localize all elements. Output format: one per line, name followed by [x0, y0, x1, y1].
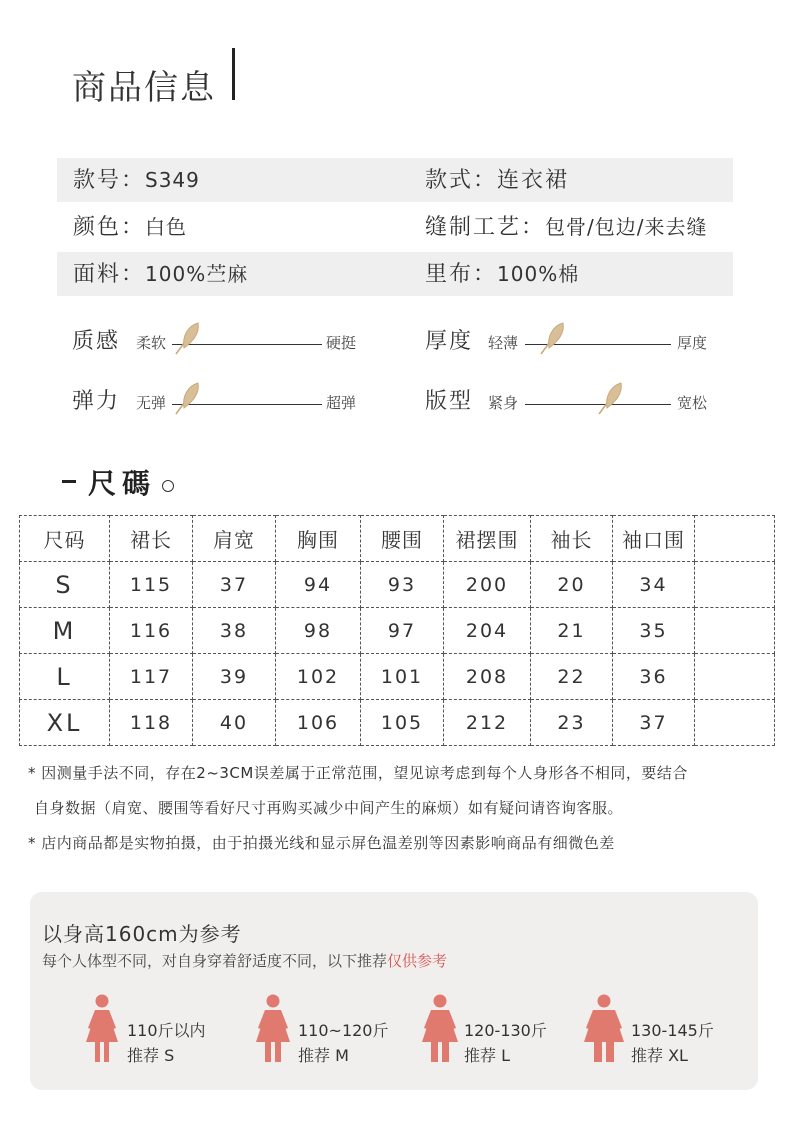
scale-fit	[425, 384, 735, 424]
weight-range: 110斤以内	[127, 1021, 206, 1040]
value-cell: 22	[531, 654, 613, 700]
weight-range: 120-130斤	[464, 1021, 547, 1040]
size-title: 尺碼	[88, 467, 157, 500]
note-color: * 店内商品都是实物拍摄，由于拍摄光线和显示屏色温差别等因素影响商品有细微色差	[28, 834, 615, 852]
value-cell	[695, 562, 775, 608]
table-row	[20, 700, 775, 746]
title-bar-divider	[232, 48, 235, 100]
note-measurement-cont: 自身数据（肩宽、腰围等看好尺寸再购买减少中间产生的麻烦）如有疑问请咨询客服。	[34, 799, 624, 817]
value-cell: 38	[193, 608, 276, 654]
header-cell: 裙摆围	[444, 516, 531, 562]
recommended-size: 推荐 M	[298, 1046, 349, 1065]
scale-right-label: 超弹	[326, 394, 357, 412]
size-table-header	[20, 516, 775, 562]
size-title-dash	[62, 480, 76, 483]
scale-left-label: 紧身	[488, 394, 519, 412]
reference-subtitle	[42, 950, 447, 971]
recommended-size: 推荐 L	[464, 1046, 511, 1065]
recommended-size: 推荐 S	[127, 1046, 175, 1065]
wheat-leaf-icon	[172, 320, 204, 356]
info-label: 款号：	[73, 168, 146, 193]
value-cell: 212	[444, 700, 531, 746]
value-cell	[695, 608, 775, 654]
scale-texture	[72, 324, 372, 364]
info-row-fabric	[57, 252, 733, 296]
scale-right-label: 宽松	[677, 394, 708, 412]
scale-left-label: 无弹	[136, 394, 167, 412]
recommended-size: 推荐 XL	[631, 1046, 688, 1065]
value-cell: 101	[361, 654, 444, 700]
value-cell: 200	[444, 562, 531, 608]
value-cell: 94	[276, 562, 361, 608]
value-cell: 106	[276, 700, 361, 746]
value-cell: 102	[276, 654, 361, 700]
info-value: S349	[145, 168, 200, 192]
info-label: 颜色：	[73, 215, 146, 240]
value-cell: 97	[361, 608, 444, 654]
scale-name: 质感	[72, 329, 121, 354]
woman-figure-icon	[582, 994, 626, 1064]
woman-figure-icon	[254, 994, 292, 1064]
woman-figure-icon	[420, 994, 460, 1064]
reference-highlight: 仅供参考	[387, 952, 448, 970]
header-cell: 肩宽	[193, 516, 276, 562]
info-label: 缝制工艺：	[425, 215, 546, 240]
reference-subtitle-text: 每个人体型不同，对自身穿着舒适度不同，以下推荐	[42, 952, 388, 970]
recommendation-large	[464, 1018, 547, 1068]
recommendation-small	[127, 1018, 206, 1068]
size-cell: S	[20, 562, 110, 608]
value-cell	[695, 654, 775, 700]
scale-elasticity	[72, 384, 372, 424]
scale-thickness	[425, 324, 735, 364]
note-measurement: * 因测量手法不同，存在2~3CM误差属于正常范围，望见谅考虑到每个人身形各不相同，要结合	[28, 764, 688, 782]
value-cell: 117	[110, 654, 193, 700]
value-cell: 208	[444, 654, 531, 700]
value-cell: 34	[613, 562, 695, 608]
info-label: 款式：	[425, 168, 498, 193]
value-cell: 21	[531, 608, 613, 654]
value-cell: 39	[193, 654, 276, 700]
value-cell: 204	[444, 608, 531, 654]
value-cell: 118	[110, 700, 193, 746]
value-cell: 116	[110, 608, 193, 654]
info-value: 100%苎麻	[145, 262, 249, 286]
size-cell: M	[20, 608, 110, 654]
table-row	[20, 562, 775, 608]
table-row	[20, 608, 775, 654]
size-title-dot	[162, 480, 174, 492]
scale-left-label: 轻薄	[488, 334, 519, 352]
info-value: 100%棉	[497, 262, 580, 286]
value-cell: 23	[531, 700, 613, 746]
woman-figure-icon	[84, 994, 120, 1064]
info-label: 里布：	[425, 262, 498, 287]
value-cell: 37	[193, 562, 276, 608]
value-cell: 115	[110, 562, 193, 608]
header-cell: 裙长	[110, 516, 193, 562]
reference-title: 以身高160cm为参考	[42, 922, 242, 946]
header-cell: 胸围	[276, 516, 361, 562]
value-cell: 98	[276, 608, 361, 654]
recommendation-xlarge	[631, 1018, 714, 1068]
scale-right-label: 硬挺	[326, 334, 357, 352]
header-cell	[695, 516, 775, 562]
wheat-leaf-icon	[595, 380, 627, 416]
wheat-leaf-icon	[537, 320, 569, 356]
wheat-leaf-icon	[172, 380, 204, 416]
scale-right-label: 厚度	[677, 334, 708, 352]
header-cell: 袖长	[531, 516, 613, 562]
scale-name: 版型	[425, 389, 474, 414]
header-cell: 腰围	[361, 516, 444, 562]
value-cell: 105	[361, 700, 444, 746]
size-cell: L	[20, 654, 110, 700]
value-cell: 36	[613, 654, 695, 700]
weight-range: 110~120斤	[298, 1021, 389, 1040]
value-cell	[695, 700, 775, 746]
page-title: 商品信息	[72, 68, 216, 108]
info-value: 连衣裙	[497, 168, 570, 193]
info-label: 面料：	[73, 262, 146, 287]
info-value: 白色	[145, 215, 188, 239]
size-table	[19, 515, 775, 746]
scale-left-label: 柔软	[136, 334, 167, 352]
size-cell: XL	[20, 700, 110, 746]
value-cell: 40	[193, 700, 276, 746]
header-cell: 袖口围	[613, 516, 695, 562]
info-value: 包骨/包边/来去缝	[545, 215, 708, 239]
info-row-color	[57, 205, 733, 249]
scale-name: 弹力	[72, 389, 121, 414]
weight-range: 130-145斤	[631, 1021, 714, 1040]
value-cell: 20	[531, 562, 613, 608]
scale-name: 厚度	[425, 329, 474, 354]
header-cell: 尺码	[20, 516, 110, 562]
info-row-style	[57, 158, 733, 202]
recommendation-medium	[298, 1018, 389, 1068]
value-cell: 35	[613, 608, 695, 654]
table-row	[20, 654, 775, 700]
value-cell: 93	[361, 562, 444, 608]
value-cell: 37	[613, 700, 695, 746]
